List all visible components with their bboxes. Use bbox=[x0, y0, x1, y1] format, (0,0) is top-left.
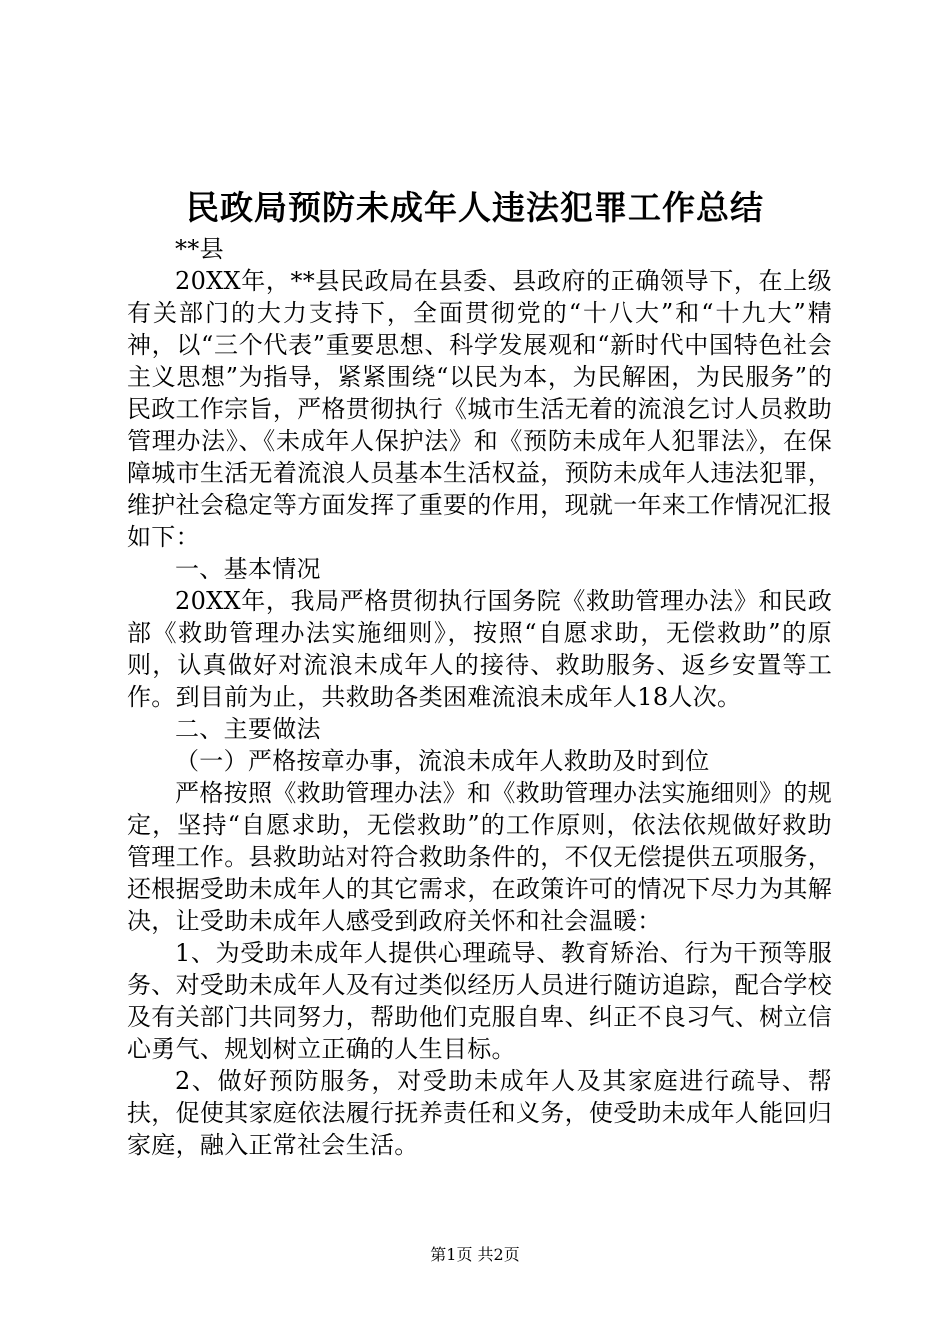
document-title: 民政局预防未成年人违法犯罪工作总结 bbox=[186, 188, 764, 227]
paragraph-county: **县 bbox=[175, 235, 224, 263]
list-item-2: 2、做好预防服务，对受助未成年人及其家庭进行疏导、帮扶，促使其家庭依法履行抚养责任和义务，使受助未成年人能回归家庭，融入正常社会生活。 bbox=[127, 1067, 832, 1159]
heading-main-practices: 二、主要做法 bbox=[175, 715, 321, 743]
document-body bbox=[127, 233, 832, 1161]
paragraph-intro: 20XX年，**县民政局在县委、县政府的正确领导下，在上级有关部门的大力支持下，全面贯彻党的“十八大”和“十九大”精神，以“三个代表”重要思想、科学发展观和“新时代中国特色社会主义思想”为指导，紧紧围绕“以民为本，为民解困，为民服务”的民政工作宗旨，严格贯彻执行《城市生活无着的流浪乞讨人员救助管理办法》、《未成年人保护法》和《预防未成年人犯罪法》，在保障城市生活无着流浪人员基本生活权益，预防未成年人违法犯罪，维护社会稳定等方面发挥了重要的作用，现就一年来工作情况汇报如下： bbox=[127, 267, 832, 551]
paragraph-basic-situation: 20XX年，我局严格贯彻执行国务院《救助管理办法》和民政部《救助管理办法实施细则》，按照“自愿求助，无偿救助”的原则，认真做好对流浪未成年人的接待、救助服务、返乡安置等工作。到目前为止，共救助各类困难流浪未成年人18人次。 bbox=[127, 587, 832, 711]
list-item-1: 1、为受助未成年人提供心理疏导、教育矫治、行为干预等服务、对受助未成年人及有过类似经历人员进行随访追踪，配合学校及有关部门共同努力，帮助他们克服自卑、纠正不良习气、树立信心勇气、规划树立正确的人生目标。 bbox=[127, 939, 832, 1063]
page-footer: 第1页 共2页 bbox=[430, 1245, 520, 1264]
paragraph-practice-1: 严格按照《救助管理办法》和《救助管理办法实施细则》的规定，坚持“自愿求助，无偿救助”的工作原则，依法依规做好救助管理工作。县救助站对符合救助条件的，不仅无偿提供五项服务，还根据受助未成年人的其它需求，在政策许可的情况下尽力为其解决，让受助未成年人感受到政府关怀和社会温暖： bbox=[127, 779, 832, 935]
heading-basic-situation: 一、基本情况 bbox=[175, 555, 321, 583]
subheading-practice-1: （一）严格按章办事，流浪未成年人救助及时到位 bbox=[175, 747, 710, 775]
